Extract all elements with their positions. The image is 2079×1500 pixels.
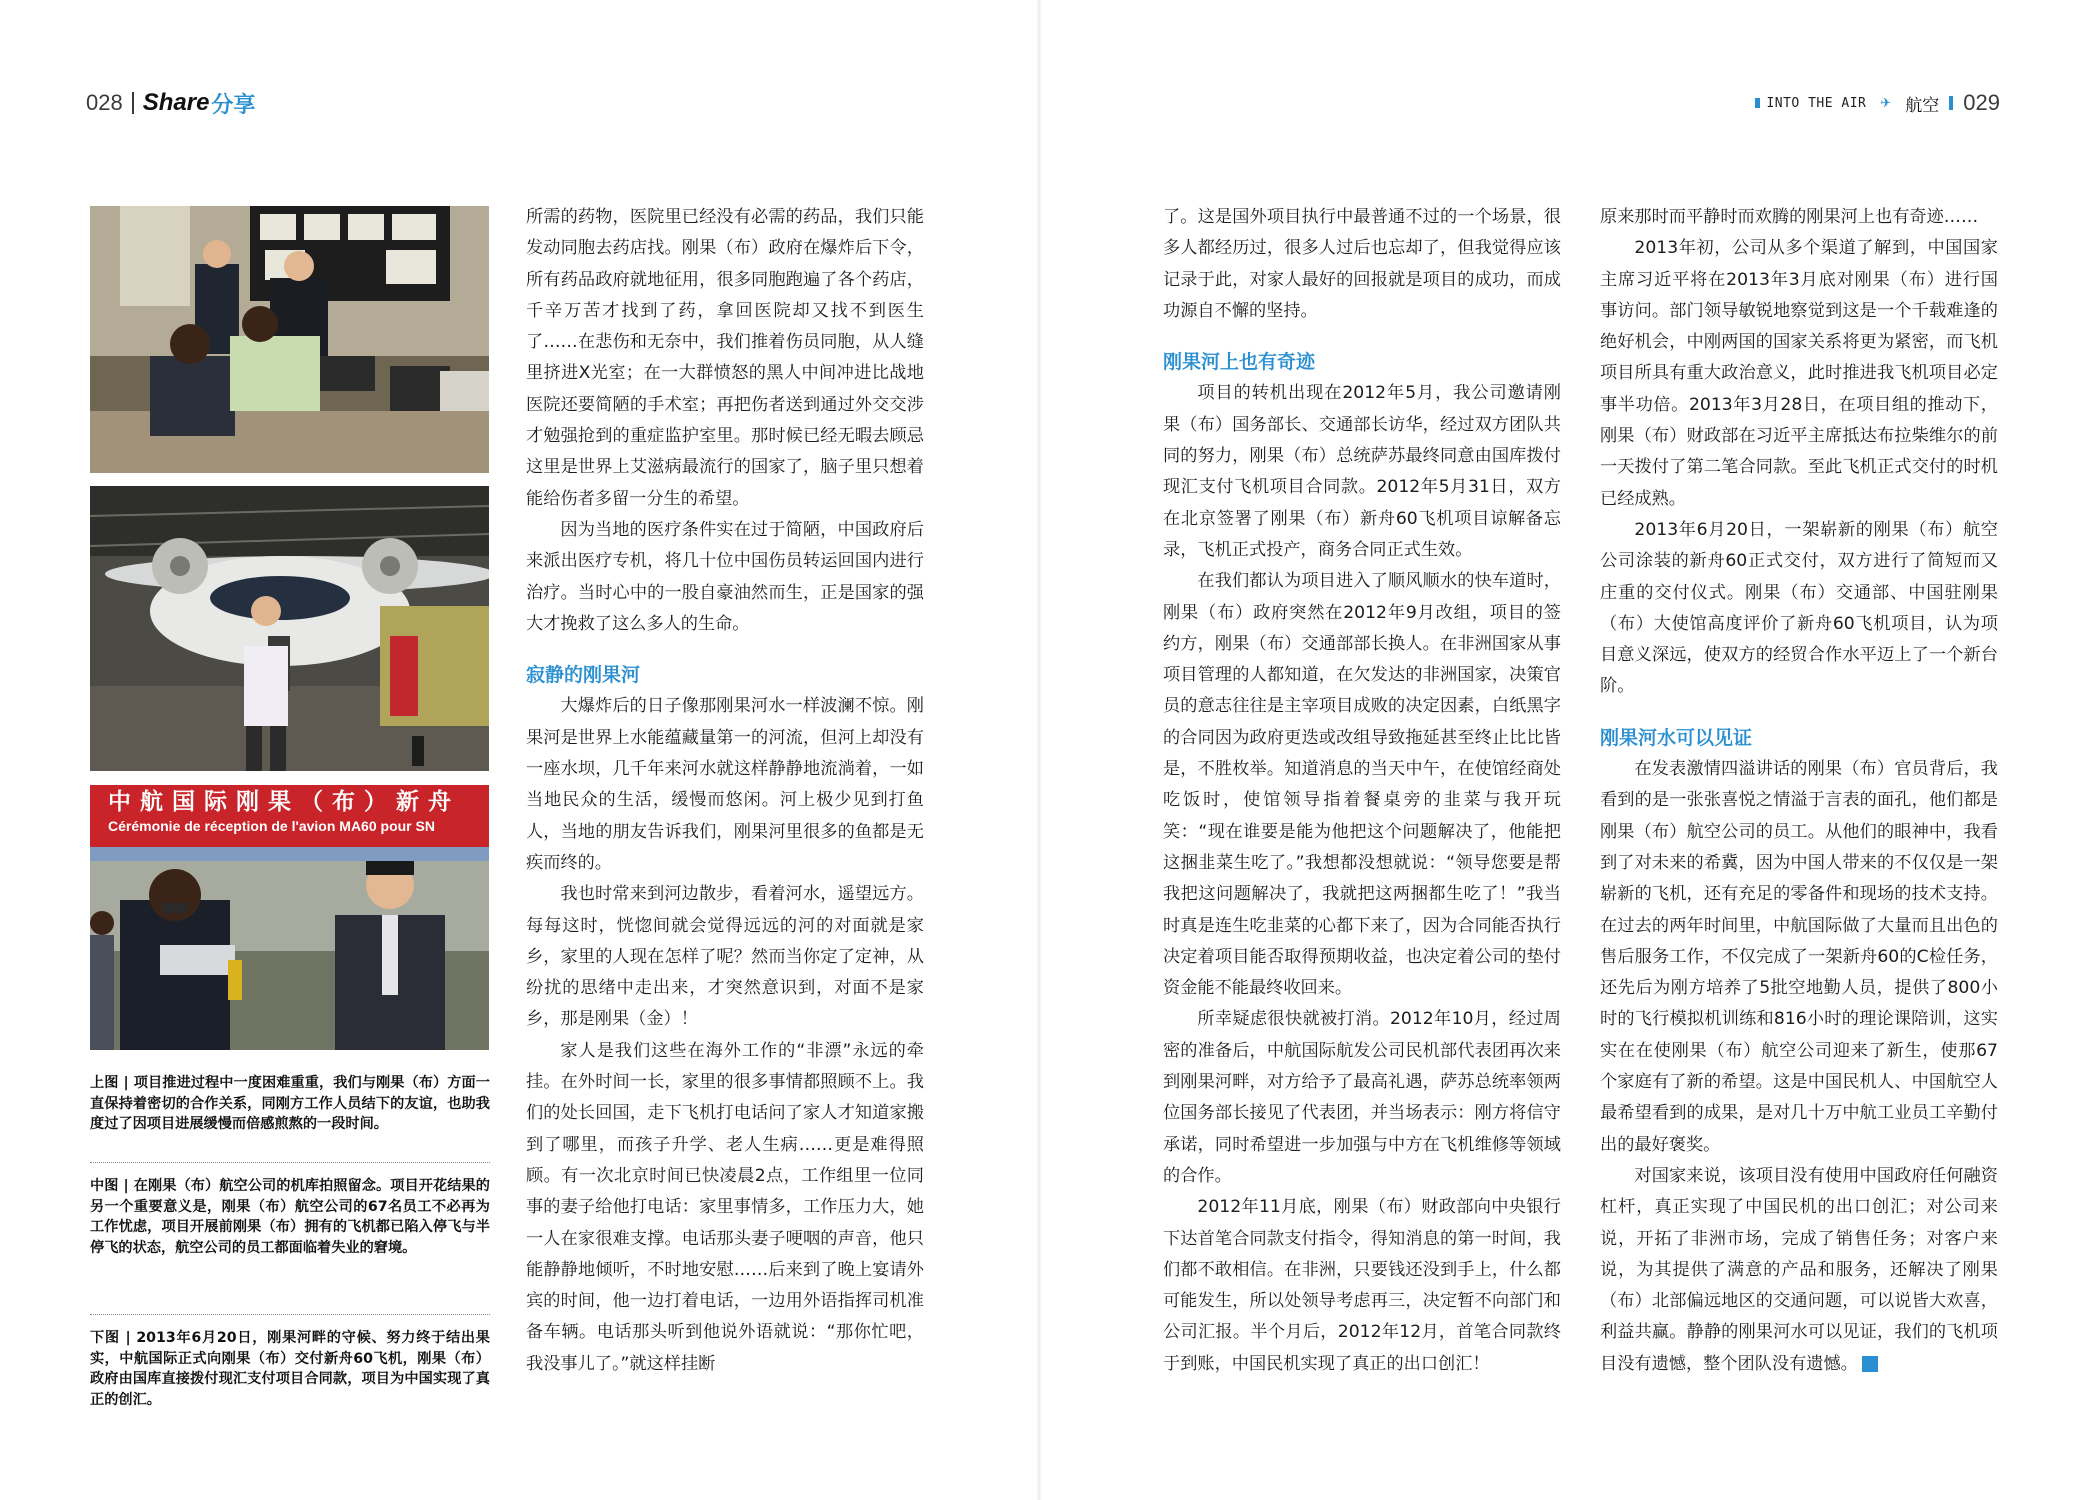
paragraph: 在我们都认为项目进入了顺风顺水的快车道时，刚果（布）政府突然在2012年9月改组，项目的签约方，刚果（布）交通部部长换人。在非洲国家从事项目管理的人都知道，在欠发达的非洲国家，决策官员的意志往往是主宰项目成败的决定因素，白纸黑字的合同因为政府更迭或改组导致拖延甚至终止比比皆是，不胜枚举。知道消息的当天中午，在使馆经商处吃饭时，使馆领导指着餐桌旁的韭菜与我开玩笑：“现在谁要是能为他把这个问题解决了，他能把这捆韭菜生吃了。”我想都没想就说：“领导您要是帮我把这问题解决了，我就把这两捆都生吃了！”我当时真是连生吃韭菜的心都下来了，因为合同能否执行决定着项目能否取得预期收益，也决定着公司的垫付资金能不能最终收回来。	[1163, 571, 1561, 999]
caption-rule	[90, 1314, 490, 1315]
paragraph: 因为当地的医疗条件实在过于简陋，中国政府后来派出医疗专机，将几十位中国伤员转运回国内进行治疗。当时心中的一股自豪油然而生，正是国家的强大才挽救了这么多人的生命。	[526, 519, 924, 634]
caption-divider: |	[118, 1178, 134, 1194]
paragraph: 2013年初，公司从多个渠道了解到，中国国家主席习近平将在2013年3月底对刚果（布）进行国事访问。部门领导敏锐地察觉到这是一个千载难逢的绝好机会，中刚两国的国家关系将更为紧密，而飞机项目所具有重大政治意义，此时推进我飞机项目必定事半功倍。2013年3月28日，在项目组的推动下，刚果（布）财政部在习近平主席抵达布拉柴维尔的前一天拨付了第二笔合同款。至此飞机正式交付的时机已经成熟。	[1600, 238, 1998, 509]
paragraph: 家人是我们这些在海外工作的“非漂”永远的牵挂。在外时间一长，家里的很多事情都照顾不上。我们的处长回国，走下飞机打电话问了家人才知道家搬到了哪里，而孩子升学、老人生病……更是难得照顾。有一次北京时间已快凌晨2点，工作组里一位同事的妻子给他打电话：家里事情多，工作压力大，她一人在家很难支撑。电话那头妻子哽咽的声音，他只能静静地倾听，不时地安慰……后来到了晚上宴请外宾的时间，他一边打着电话，一边用外语指挥司机准备车辆。电话那头听到他说外语就说：“那你忙吧，我没事儿了。”就这样挂断	[526, 1040, 924, 1374]
left-page-header	[86, 88, 255, 118]
page-gutter	[1036, 0, 1042, 1500]
caption-middle-label: 中图	[90, 1178, 119, 1194]
paragraph: 所幸疑虑很快就被打消。2012年10月，经过周密的准备后，中航国际航发公司民机部代表团再次来到刚果河畔，对方给予了最高礼遇，萨苏总统率领两位国务部长接见了代表团，并当场表示：刚方将信守承诺，同时希望进一步加强与中方在飞机维修等领域的合作。	[1163, 1009, 1561, 1186]
article-column-2	[1163, 202, 1561, 1380]
hangar-scene-illustration	[90, 486, 489, 771]
brand-share-cn: 分享	[211, 92, 256, 118]
section-title: 航空	[1905, 95, 1940, 116]
caption-top-text: 项目推进过程中一度困难重重，我们与刚果（布）方面一直保持着密切的合作关系，同刚方工作人员结下的友谊，也助我度过了因项目进展缓慢而倍感煎熬的一段时间。	[90, 1075, 490, 1132]
caption-divider: |	[119, 1330, 137, 1346]
brand-share-en: Share	[142, 89, 210, 116]
ceremony-scene-illustration	[90, 785, 489, 1050]
header-accent-bar	[1949, 96, 1953, 110]
article-column-3	[1600, 202, 1998, 1380]
photo-handover-ceremony	[90, 785, 489, 1050]
left-page-number: 028	[86, 90, 123, 115]
paragraph: 我也时常来到河边散步，看着河水，遥望远方。每每这时，恍惚间就会觉得远远的河的对面就是家乡，家里的人现在怎样了呢？然而当你定了定神，从纷扰的思绪中走出来，才突然意识到，对面不是家乡，那是刚果（金）！	[526, 884, 924, 1030]
right-page-header	[1755, 88, 2000, 118]
caption-rule	[90, 1162, 490, 1163]
paragraph: 大爆炸后的日子像那刚果河水一样波澜不惊。刚果河是世界上水能蕴藏量第一的河流，但河上却没有一座水坝，几千年来河水就这样静静地流淌着，一如当地民众的生活，缓慢而悠闲。河上极少见到打鱼人，当地的朋友告诉我们，刚果河里很多的鱼都是无疾而终的。	[526, 696, 924, 873]
caption-middle	[90, 1176, 490, 1258]
paragraph: 在发表激情四溢讲话的刚果（布）官员背后，我看到的是一张张喜悦之情溢于言表的面孔，他们都是刚果（布）航空公司的员工。从他们的眼神中，我看到了对未来的希冀，因为中国人带来的不仅仅是一架崭新的飞机，还有充足的零备件和现场的技术支持。在过去的两年时间里，中航国际做了大量而且出色的售后服务工作，不仅完成了一架新舟60的C检任务，还先后为刚方培养了5批空地勤人员，提供了800小时的飞行模拟机训练和816小时的理论课陪训，这实实在在使刚果（布）航空公司迎来了新生，使那67个家庭有了新的希望。这是中国民机人、中国航空人最希望看到的成果，是对几十万中航工业员工辛勤付出的最好褒奖。	[1600, 759, 1998, 1155]
tag-square-icon	[1755, 98, 1760, 108]
paragraph: 了。这是国外项目执行中最普通不过的一个场景，很多人都经历过，很多人过后也忘却了，但我觉得应该记录于此，对家人最好的回报就是项目的成功，而成功源自不懈的坚持。	[1163, 207, 1561, 321]
caption-divider: |	[118, 1075, 134, 1091]
paragraph: 原来那时而平静时而欢腾的刚果河上也有奇迹……	[1600, 207, 1979, 227]
paragraph: 项目的转机出现在2012年5月，我公司邀请刚果（布）国务部长、交通部长访华，经过双方团队共同的努力，刚果（布）总统萨苏最终同意由国库拨付现汇支付飞机项目合同款。2012年5月31日，双方在北京签署了刚果（布）新舟60飞机项目谅解备忘录，飞机正式投产，商务合同正式生效。	[1163, 383, 1561, 560]
banner-text-fr: Cérémonie de réception de l'avion MA60 pour SN	[108, 818, 435, 834]
end-of-article-icon: S	[1862, 1356, 1878, 1372]
section-heading-quiet-congo-river: 寂静的刚果河	[526, 664, 641, 687]
caption-bottom-text: 2013年6月20日，刚果河畔的守候、努力终于结出果实，中航国际正式向刚果（布）交付新舟60飞机，刚果（布）政府由国库直接拨付现汇支付项目合同款，项目为中国实现了真正的创汇。	[90, 1330, 490, 1408]
caption-bottom-label: 下图	[90, 1330, 120, 1346]
photo-office-meeting	[90, 206, 489, 473]
caption-bottom	[90, 1328, 490, 1410]
caption-middle-text: 在刚果（布）航空公司的机库拍照留念。项目开花结果的另一个重要意义是，刚果（布）航空公司的67名员工不必再为工作忧虑，项目开展前刚果（布）拥有的飞机都已陷入停飞与半停飞的状态，航空公司的员工都面临着失业的窘境。	[90, 1178, 490, 1256]
photo-hangar-airplane	[90, 486, 489, 771]
paragraph: 2012年11月底，刚果（布）财政部向中央银行下达首笔合同款支付指令，得知消息的第一时间，我们都不敢相信。在非洲，只要钱还没到手上，什么都可能发生，所以处领导考虑再三，决定暂不向部门和公司汇报。半个月后，2012年12月，首笔合同款终于到账，中国民机实现了真正的出口创汇！	[1163, 1197, 1561, 1374]
article-column-1	[526, 202, 924, 1380]
right-page-number: 029	[1963, 90, 2000, 115]
header-divider	[132, 92, 134, 114]
paragraph: 所需的药物，医院里已经没有必需的药品，我们只能发动同胞去药店找。刚果（布）政府在爆炸后下令，所有药品政府就地征用，很多同胞跑遍了各个药店，千辛万苦才找到了药，拿回医院却又找不到医生了……在悲伤和无奈中，我们推着伤员同胞，从人缝里挤进X光室；在一大群愤怒的黑人中间冲进比战地医院还要简陋的手术室；再把伤者送到通过外交交涉才勉强抢到的重症监护室里。那时候已经无暇去顾忌这里是世界上艾滋病最流行的国家了，脑子里只想着能给伤者多留一分生的希望。	[526, 207, 924, 509]
into-the-air-tag: INTO THE AIR	[1766, 95, 1867, 111]
paragraph	[1600, 1161, 1998, 1380]
airplane-icon: ✈	[1880, 95, 1892, 111]
paragraph-text: 对国家来说，该项目没有使用中国政府任何融资杠杆，真正实现了中国民机的出口创汇；对公司来说，开拓了非洲市场，完成了销售任务；对客户来说，为其提供了满意的产品和服务，还解决了刚果（布）北部偏远地区的交通问题，可以说皆大欢喜，利益共赢。静静的刚果河水可以见证，我们的飞机项目没有遗憾，整个团队没有遗憾。	[1600, 1165, 1998, 1374]
office-scene-illustration	[90, 206, 489, 473]
banner-text-cn: 中航国际刚果（布）新舟	[108, 789, 460, 815]
section-heading-miracle-on-congo-river: 刚果河上也有奇迹	[1163, 351, 1316, 374]
caption-top	[90, 1073, 490, 1135]
section-heading-river-as-witness: 刚果河水可以见证	[1600, 726, 1753, 749]
paragraph: 2013年6月20日，一架崭新的刚果（布）航空公司涂装的新舟60正式交付，双方进行了简短而又庄重的交付仪式。刚果（布）交通部、中国驻刚果（布）大使馆高度评价了新舟60飞机项目，认为项目意义深远，使双方的经贸合作水平迈上了一个新台阶。	[1600, 519, 1998, 697]
caption-top-label: 上图	[90, 1075, 119, 1091]
